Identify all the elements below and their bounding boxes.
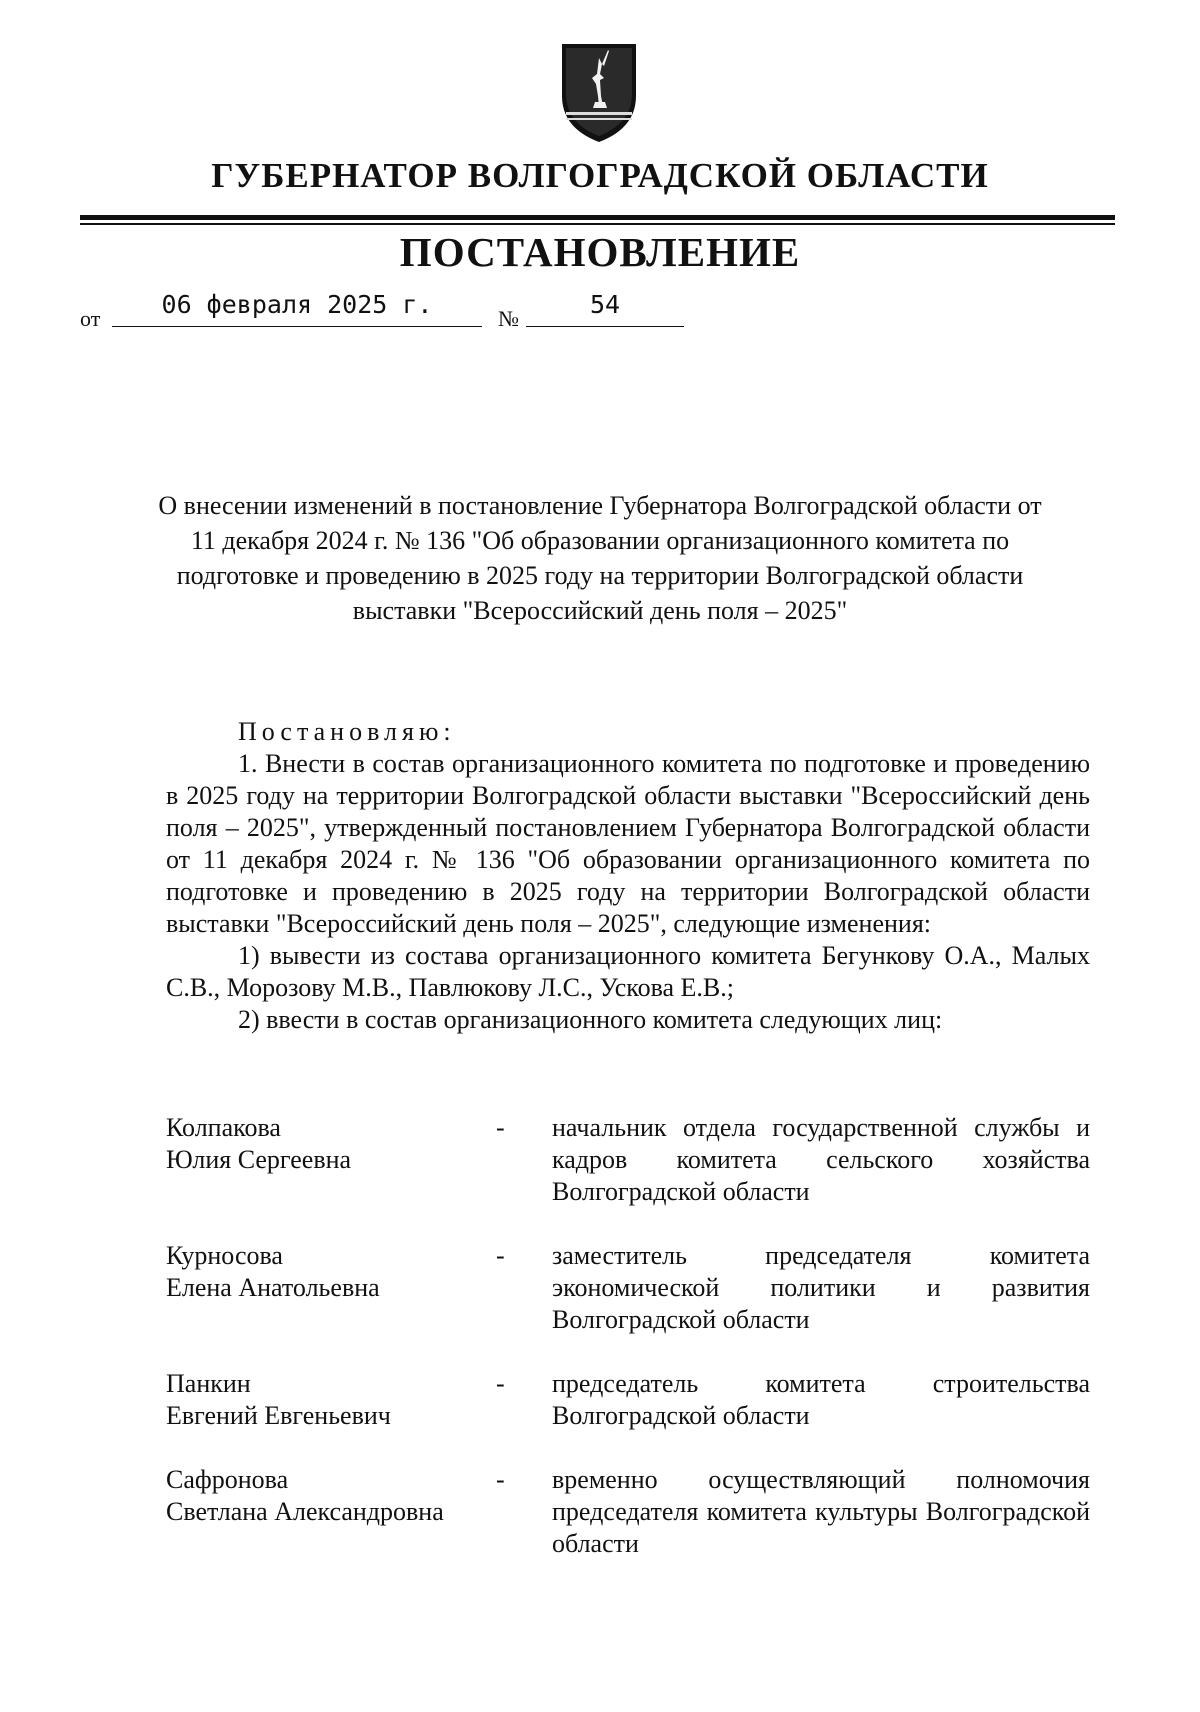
- paragraph-1: 1. Внести в состав организационного комитета по подготовке и проведению в 2025 году на территории Волгоградской области выставки "Всероссийский день поля – 2025", утвержденный постановлением Губернатора Волгоградской области от 11 декабря 2024 г. № 136 "Об образовании организационного комитета по подготовке и проведению в 2025 году на территории Волгоградской области выставки "Всероссийский день поля – 2025", следующие изменения:: [166, 749, 1090, 938]
- number-label: №: [498, 306, 519, 331]
- member-name: [166, 1112, 496, 1176]
- paragraph-3: 2) ввести в состав организационного комитета следующих лиц:: [238, 1005, 943, 1034]
- member-dash: -: [496, 1465, 505, 1494]
- member-given-name: Светлана Александровна: [166, 1497, 444, 1526]
- list-item: [166, 1112, 1090, 1208]
- member-position: начальник отдела государственной службы и кадров комитета сельского хозяйства Волгоградской области: [552, 1113, 1090, 1206]
- date-label: от: [80, 306, 101, 331]
- date-underline: [112, 326, 482, 327]
- number-underline: [526, 326, 684, 327]
- member-given-name: Евгений Евгеньевич: [166, 1401, 391, 1430]
- header-divider-thick: [80, 215, 1115, 220]
- list-item: [166, 1368, 1090, 1432]
- document-body: [166, 716, 1090, 1036]
- volgograd-coat-of-arms-icon: [562, 44, 636, 144]
- member-position: председатель комитета строительства Волгоградской области: [552, 1369, 1090, 1430]
- member-dash: -: [496, 1369, 505, 1398]
- member-surname: Курносова: [166, 1241, 283, 1270]
- list-item: [166, 1240, 1090, 1336]
- member-position: временно осуществляющий полномочия председателя комитета культуры Волгоградской области: [552, 1465, 1090, 1558]
- authority-title: ГУБЕРНАТОР ВОЛГОГРАДСКОЙ ОБЛАСТИ: [211, 156, 989, 195]
- member-list: [166, 1112, 1090, 1592]
- member-name: [166, 1240, 496, 1304]
- document-meta: [0, 292, 1200, 332]
- member-surname: Сафронова: [166, 1465, 289, 1494]
- member-surname: Панкин: [166, 1369, 251, 1398]
- member-dash: -: [496, 1113, 505, 1142]
- member-surname: Колпакова: [166, 1113, 281, 1142]
- member-name: [166, 1464, 496, 1528]
- member-given-name: Юлия Сергеевна: [166, 1145, 352, 1174]
- document-type: ПОСТАНОВЛЕНИЕ: [399, 229, 801, 275]
- member-dash: -: [496, 1241, 505, 1270]
- document-subject: О внесении изменений в постановление Губернатора Волгоградской области от 11 декабря 2024 г. № 136 "Об образовании организационного комитета по подготовке и проведению в 2025 году на территории Волгоградской области выставки "Всероссийский день поля – 2025": [158, 491, 1042, 625]
- date-value: 06 февраля 2025 г.: [161, 290, 433, 319]
- number-value: 54: [589, 290, 621, 319]
- header-divider-thin: [80, 223, 1115, 225]
- member-position: заместитель председателя комитета экономической политики и развития Волгоградской области: [552, 1241, 1090, 1334]
- member-given-name: Елена Анатольевна: [166, 1273, 380, 1302]
- member-name: [166, 1368, 496, 1432]
- resolve-word: Постановляю:: [238, 717, 456, 746]
- paragraph-2: 1) вывести из состава организационного комитета Бегункову О.А., Малых С.В., Морозову М.В., Павлюкову Л.С., Ускова Е.В.;: [166, 941, 1090, 1002]
- list-item: [166, 1464, 1090, 1560]
